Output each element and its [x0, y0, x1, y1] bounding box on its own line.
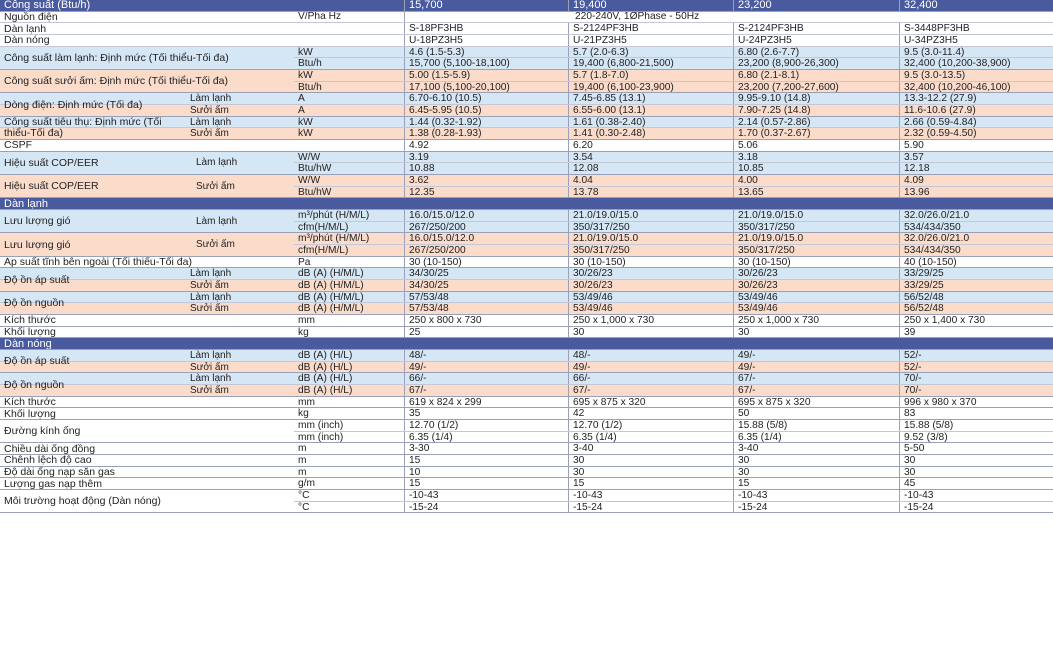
general-sub-3-0: Làm lạnh [190, 116, 232, 128]
general-label-5: Hiệu suất COP/EER [0, 152, 186, 174]
power-value-text: 220-240V, 1ØPhase - 50Hz [575, 11, 700, 23]
outdoor-section-title: Dàn nóng [4, 338, 52, 350]
indoor-2-0-value-2: 30 (10-150) [568, 257, 733, 268]
outdoor-3-0-value-3: 50 [733, 408, 899, 419]
indoor-4-0-value-1: 57/53/48 [404, 292, 568, 303]
indoor-unit-3-1: dB (A) (H/M/L) [298, 280, 364, 291]
outdoor-0-1-value-1: 49/- [404, 362, 568, 373]
general-label-3: Công suất tiêu thụ: Định mức (Tối thiểu-Tối đa) [4, 116, 162, 139]
indoor-model-value-1: S-18PF3HB [404, 23, 568, 34]
outdoor-4-0-value-3: 15.88 (5/8) [733, 420, 899, 431]
indoor-4-0-value-3: 53/49/46 [733, 292, 899, 303]
indoor-sub-3-1: Sưởi ấm [190, 280, 229, 291]
outdoor-unit-9-1: °C [298, 501, 310, 513]
outdoor-label-7: Độ dài ống nạp sẵn gas [0, 467, 294, 478]
general-0-1-value-4: 32,400 (10,200-38,900) [899, 58, 1053, 69]
outdoor-6-0-value-3: 30 [733, 455, 899, 466]
capacity-header-4: 32,400 [899, 0, 1053, 11]
outdoor-4-0-value-4: 15.88 (5/8) [899, 420, 1053, 431]
general-tag-6: Sưởi ấm [186, 175, 294, 197]
general-2-0-value-4: 13.3-12.2 (27.9) [899, 93, 1053, 104]
outdoor-6-0-value-1: 15 [404, 455, 568, 466]
general-tag-5: Làm lạnh [186, 152, 294, 174]
outdoor-5-0-value-3: 3-40 [733, 443, 899, 454]
indoor-unit-3-0: dB (A) (H/M/L) [298, 268, 364, 280]
indoor-3-0-value-3: 30/26/23 [733, 268, 899, 279]
indoor-label-5: Kích thước [0, 315, 294, 326]
outdoor-0-0-value-1: 48/- [404, 350, 568, 361]
outdoor-7-0-value-2: 30 [568, 467, 733, 478]
outdoor-model-row [0, 35, 1053, 47]
outdoor-unit-3-0: kg [298, 408, 309, 420]
indoor-0-1-value-4: 534/434/350 [899, 222, 1053, 233]
general-3-0-value-1: 1.44 (0.32-1.92) [404, 117, 568, 128]
indoor-label-4: Độ ồn nguồn [4, 296, 65, 309]
outdoor-label-4: Đường kính ống [0, 420, 294, 442]
general-unit-0-1: Btu/h [298, 58, 322, 69]
general-unit-2-1: A [298, 105, 305, 116]
indoor-0-1-value-3: 350/317/250 [733, 222, 899, 233]
outdoor-model-value-2: U-21PZ3H5 [568, 35, 733, 46]
general-3-0-value-3: 2.14 (0.57-2.86) [733, 117, 899, 128]
general-2-0-value-1: 6.70-6.10 (10.5) [404, 93, 568, 104]
indoor-1-1-value-1: 267/250/200 [404, 245, 568, 256]
outdoor-7-0-value-4: 30 [899, 467, 1053, 478]
indoor-4-1-value-4: 56/52/48 [899, 303, 1053, 314]
indoor-3-0-value-2: 30/26/23 [568, 268, 733, 279]
general-1-0-value-1: 5.00 (1.5-5.9) [404, 70, 568, 81]
indoor-6-0-value-3: 30 [733, 327, 899, 338]
general-3-1-value-4: 2.32 (0.59-4.50) [899, 128, 1053, 139]
outdoor-3-0-value-1: 35 [404, 408, 568, 419]
indoor-unit-2-0: Pa [298, 256, 311, 268]
general-5-1-value-3: 10.85 [733, 163, 899, 174]
general-3-1-value-3: 1.70 (0.37-2.67) [733, 128, 899, 139]
general-0-0-value-1: 4.6 (1.5-5.3) [404, 47, 568, 58]
outdoor-2-0-value-3: 695 x 875 x 320 [733, 397, 899, 408]
outdoor-1-0-value-4: 70/- [899, 373, 1053, 384]
general-0-0-value-4: 9.5 (3.0-11.4) [899, 47, 1053, 58]
outdoor-4-1-value-1: 6.35 (1/4) [404, 432, 568, 443]
indoor-3-1-value-2: 30/26/23 [568, 280, 733, 291]
indoor-unit-4-0: dB (A) (H/M/L) [298, 291, 364, 303]
outdoor-0-1-value-2: 49/- [568, 362, 733, 373]
indoor-tag-1: Sưởi ấm [186, 233, 294, 255]
general-unit-3-0: kW [298, 116, 313, 128]
general-6-1-value-3: 13.65 [733, 187, 899, 198]
general-1-1-value-2: 19,400 (6,100-23,900) [568, 82, 733, 93]
outdoor-sub-1-0: Làm lạnh [190, 373, 232, 385]
general-0-1-value-2: 19,400 (6,800-21,500) [568, 58, 733, 69]
general-6-0-value-4: 4.09 [899, 175, 1053, 186]
capacity-header-label: Công suất (Btu/h) [4, 0, 91, 11]
outdoor-9-1-value-3: -15-24 [733, 502, 899, 513]
general-unit-1-0: kW [298, 70, 313, 81]
general-label-6: Hiệu suất COP/EER [0, 175, 186, 197]
general-sub-2-0: Làm lạnh [190, 93, 232, 105]
outdoor-6-0-value-4: 30 [899, 455, 1053, 466]
indoor-sub-4-0: Làm lạnh [190, 291, 232, 303]
outdoor-sub-0-1: Sưởi ấm [190, 361, 229, 373]
outdoor-0-1-value-4: 52/- [899, 362, 1053, 373]
general-5-0-value-3: 3.18 [733, 152, 899, 163]
general-label-2: Dòng điện: Định mức (Tối đa) [4, 98, 143, 111]
outdoor-0-1-value-3: 49/- [733, 362, 899, 373]
outdoor-unit-9-0: °C [298, 490, 310, 501]
general-6-1-value-1: 12.35 [404, 187, 568, 198]
general-unit-2-0: A [298, 93, 305, 105]
outdoor-4-0-value-2: 12.70 (1/2) [568, 420, 733, 431]
indoor-3-1-value-3: 30/26/23 [733, 280, 899, 291]
outdoor-1-0-value-2: 66/- [568, 373, 733, 384]
outdoor-1-0-value-3: 67/- [733, 373, 899, 384]
outdoor-label-0: Độ ồn áp suất [4, 355, 70, 368]
outdoor-unit-5-0: m [298, 443, 307, 455]
indoor-2-0-value-4: 40 (10-150) [899, 257, 1053, 268]
general-unit-6-0: W/W [298, 175, 321, 186]
general-5-1-value-2: 12.08 [568, 163, 733, 174]
outdoor-0-0-value-2: 48/- [568, 350, 733, 361]
indoor-0-0-value-3: 21.0/19.0/15.0 [733, 210, 899, 221]
indoor-unit-5-0: mm [298, 315, 315, 326]
general-2-0-value-3: 9.95-9.10 (14.8) [733, 93, 899, 104]
outdoor-label-9: Môi trường hoạt động (Dàn nóng) [0, 490, 294, 512]
general-1-1-value-4: 32,400 (10,200-46,100) [899, 82, 1053, 93]
outdoor-9-1-value-4: -15-24 [899, 502, 1053, 513]
outdoor-model-value-3: U-24PZ3H5 [733, 35, 899, 46]
general-4-0-value-4: 5.90 [899, 140, 1053, 151]
indoor-4-1-value-1: 57/53/48 [404, 303, 568, 314]
outdoor-2-0-value-1: 619 x 824 x 299 [404, 397, 568, 408]
indoor-4-1-value-3: 53/49/46 [733, 303, 899, 314]
general-1-0-value-3: 6.80 (2.1-8.1) [733, 70, 899, 81]
outdoor-9-0-value-1: -10-43 [404, 490, 568, 501]
indoor-tag-0: Làm lạnh [186, 210, 294, 232]
indoor-0-1-value-2: 350/317/250 [568, 222, 733, 233]
indoor-model-value-4: S-3448PF3HB [899, 23, 1053, 34]
indoor-0-0-value-4: 32.0/26.0/21.0 [899, 210, 1053, 221]
general-sub-2-1: Sưởi ấm [190, 105, 229, 116]
indoor-unit-0-0: m³/phút (H/M/L) [298, 210, 370, 221]
outdoor-unit-1-0: dB (A) (H/L) [298, 373, 353, 385]
general-unit-5-0: W/W [298, 151, 321, 163]
outdoor-sub-1-1: Sưởi ấm [190, 385, 229, 396]
general-1-0-value-4: 9.5 (3.0-13.5) [899, 70, 1053, 81]
outdoor-5-0-value-4: 5-50 [899, 443, 1053, 454]
general-1-1-value-1: 17,100 (5,100-20,100) [404, 82, 568, 93]
general-5-1-value-1: 10.88 [404, 163, 568, 174]
indoor-6-0-value-2: 30 [568, 327, 733, 338]
general-label-1: Công suất sưởi ấm: Định mức (Tối thiểu-Tối đa) [0, 70, 294, 92]
power-unit: V/Pha Hz [298, 11, 342, 23]
capacity-header-3: 23,200 [733, 0, 899, 11]
outdoor-unit-7-0: m [298, 466, 307, 478]
general-6-1-value-4: 13.96 [899, 187, 1053, 198]
general-5-0-value-1: 3.19 [404, 152, 568, 163]
outdoor-1-1-value-2: 67/- [568, 385, 733, 396]
outdoor-3-0-value-4: 83 [899, 408, 1053, 419]
general-2-0-value-2: 7.45-6.85 (13.1) [568, 93, 733, 104]
indoor-3-0-value-1: 34/30/25 [404, 268, 568, 279]
general-label-4: CSPF [0, 140, 294, 151]
outdoor-model-value-4: U-34PZ3H5 [899, 35, 1053, 46]
indoor-1-0-value-1: 16.0/15.0/12.0 [404, 233, 568, 244]
indoor-label-3: Độ ồn áp suất [4, 273, 70, 286]
general-3-1-value-1: 1.38 (0.28-1.93) [404, 128, 568, 139]
indoor-5-0-value-2: 250 x 1,000 x 730 [568, 315, 733, 326]
outdoor-label-5: Chiều dài ống đồng [0, 443, 294, 454]
outdoor-9-1-value-1: -15-24 [404, 502, 568, 513]
indoor-6-0-value-1: 25 [404, 327, 568, 338]
indoor-1-0-value-2: 21.0/19.0/15.0 [568, 233, 733, 244]
general-label-0: Công suất làm lạnh: Định mức (Tối thiểu-Tối đa) [0, 47, 294, 69]
general-1-0-value-2: 5.7 (1.8-7.0) [568, 70, 733, 81]
outdoor-9-0-value-2: -10-43 [568, 490, 733, 501]
general-6-0-value-3: 4.00 [733, 175, 899, 186]
general-6-0-value-2: 4.04 [568, 175, 733, 186]
power-label: Nguồn điện [4, 11, 58, 23]
general-0-1-value-3: 23,200 (8,900-26,300) [733, 58, 899, 69]
indoor-0-0-value-2: 21.0/19.0/15.0 [568, 210, 733, 221]
outdoor-unit-2-0: mm [298, 396, 315, 408]
general-4-0-value-2: 6.20 [568, 140, 733, 151]
general-1-1-value-3: 23,200 (7,200-27,600) [733, 82, 899, 93]
outdoor-unit-4-0: mm (inch) [298, 420, 344, 431]
general-2-1-value-1: 6.45-5.95 (10.5) [404, 105, 568, 116]
outdoor-4-1-value-3: 6.35 (1/4) [733, 432, 899, 443]
outdoor-model-value-1: U-18PZ3H5 [404, 35, 568, 46]
outdoor-8-0-value-2: 15 [568, 478, 733, 489]
indoor-5-0-value-4: 250 x 1,400 x 730 [899, 315, 1053, 326]
outdoor-unit-0-1: dB (A) (H/L) [298, 361, 353, 373]
outdoor-5-0-value-1: 3-30 [404, 443, 568, 454]
indoor-1-1-value-2: 350/317/250 [568, 245, 733, 256]
general-3-0-value-2: 1.61 (0.38-2.40) [568, 117, 733, 128]
outdoor-6-0-value-2: 30 [568, 455, 733, 466]
general-3-0-value-4: 2.66 (0.59-4.84) [899, 117, 1053, 128]
outdoor-model-label: Dàn nóng [4, 35, 50, 46]
indoor-unit-1-0: m³/phút (H/M/L) [298, 233, 370, 245]
outdoor-8-0-value-3: 15 [733, 478, 899, 489]
outdoor-1-1-value-4: 70/- [899, 385, 1053, 396]
outdoor-1-0-value-1: 66/- [404, 373, 568, 384]
indoor-6-0-value-4: 39 [899, 327, 1053, 338]
general-5-1-value-4: 12.18 [899, 163, 1053, 174]
outdoor-label-3: Khối lượng [0, 408, 294, 419]
outdoor-4-1-value-4: 9.52 (3/8) [899, 432, 1053, 443]
outdoor-label-8: Lượng gas nạp thêm [0, 478, 294, 489]
indoor-label-1: Lưu lượng gió [0, 233, 186, 255]
outdoor-label-2: Kích thước [0, 397, 294, 408]
capacity-header-2: 19,400 [568, 0, 733, 11]
indoor-unit-1-1: cfm(H/M/L) [298, 245, 349, 256]
outdoor-5-0-value-2: 3-40 [568, 443, 733, 454]
indoor-1-1-value-3: 350/317/250 [733, 245, 899, 256]
outdoor-sub-0-0: Làm lạnh [190, 350, 232, 361]
indoor-3-1-value-4: 33/29/25 [899, 280, 1053, 291]
indoor-5-0-value-3: 250 x 1,000 x 730 [733, 315, 899, 326]
indoor-sub-3-0: Làm lạnh [190, 268, 232, 280]
outdoor-unit-0-0: dB (A) (H/L) [298, 350, 353, 361]
general-sub-3-1: Sưởi ấm [190, 128, 229, 140]
indoor-3-1-value-1: 34/30/25 [404, 280, 568, 291]
indoor-model-row [0, 23, 1053, 35]
indoor-1-1-value-4: 534/434/350 [899, 245, 1053, 256]
indoor-2-0-value-1: 30 (10-150) [404, 257, 568, 268]
indoor-label-2: Áp suất tĩnh bên ngoài (Tối thiểu-Tối đa) [0, 257, 294, 268]
indoor-label-6: Khối lượng [0, 327, 294, 338]
general-unit-1-1: Btu/h [298, 81, 322, 93]
outdoor-4-0-value-1: 12.70 (1/2) [404, 420, 568, 431]
capacity-header-1: 15,700 [404, 0, 568, 11]
outdoor-section-header [0, 338, 1053, 350]
indoor-4-0-value-4: 56/52/48 [899, 292, 1053, 303]
general-5-0-value-4: 3.57 [899, 152, 1053, 163]
outdoor-unit-6-0: m [298, 455, 307, 466]
indoor-4-0-value-2: 53/49/46 [568, 292, 733, 303]
indoor-1-0-value-3: 21.0/19.0/15.0 [733, 233, 899, 244]
outdoor-unit-8-0: g/m [298, 478, 315, 490]
general-2-1-value-3: 7.90-7.25 (14.8) [733, 105, 899, 116]
indoor-section-title: Dàn lạnh [4, 198, 49, 210]
power-row [0, 12, 1053, 24]
outdoor-8-0-value-1: 15 [404, 478, 568, 489]
general-5-0-value-2: 3.54 [568, 152, 733, 163]
outdoor-9-0-value-3: -10-43 [733, 490, 899, 501]
general-4-0-value-3: 5.06 [733, 140, 899, 151]
outdoor-unit-4-1: mm (inch) [298, 431, 344, 443]
general-0-0-value-2: 5.7 (2.0-6.3) [568, 47, 733, 58]
general-3-1-value-2: 1.41 (0.30-2.48) [568, 128, 733, 139]
power-value [404, 12, 1053, 23]
outdoor-1-1-value-1: 67/- [404, 385, 568, 396]
outdoor-7-0-value-3: 30 [733, 467, 899, 478]
outdoor-0-0-value-3: 49/- [733, 350, 899, 361]
header-row [0, 0, 1053, 12]
indoor-unit-4-1: dB (A) (H/M/L) [298, 303, 364, 315]
general-2-1-value-2: 6.55-6.00 (13.1) [568, 105, 733, 116]
outdoor-label-6: Chênh lệch độ cao [0, 455, 294, 466]
indoor-unit-0-1: cfm(H/M/L) [298, 221, 349, 233]
general-6-1-value-2: 13.78 [568, 187, 733, 198]
general-unit-3-1: kW [298, 128, 313, 140]
outdoor-9-1-value-2: -15-24 [568, 502, 733, 513]
indoor-0-0-value-1: 16.0/15.0/12.0 [404, 210, 568, 221]
outdoor-2-0-value-4: 996 x 980 x 370 [899, 397, 1053, 408]
indoor-5-0-value-1: 250 x 800 x 730 [404, 315, 568, 326]
outdoor-0-0-value-4: 52/- [899, 350, 1053, 361]
indoor-2-0-value-3: 30 (10-150) [733, 257, 899, 268]
indoor-model-value-2: S-2124PF3HB [568, 23, 733, 34]
outdoor-7-0-value-1: 10 [404, 467, 568, 478]
general-0-1-value-1: 15,700 (5,100-18,100) [404, 58, 568, 69]
indoor-4-1-value-2: 53/49/46 [568, 303, 733, 314]
general-unit-4-0 [294, 140, 404, 151]
general-4-0-value-1: 4.92 [404, 140, 568, 151]
indoor-3-0-value-4: 33/29/25 [899, 268, 1053, 279]
indoor-sub-4-1: Sưởi ấm [190, 303, 229, 315]
general-unit-5-1: Btu/hW [298, 163, 332, 175]
outdoor-2-0-value-2: 695 x 875 x 320 [568, 397, 733, 408]
general-6-0-value-1: 3.62 [404, 175, 568, 186]
general-2-1-value-4: 11.6-10.6 (27.9) [899, 105, 1053, 116]
general-unit-0-0: kW [298, 46, 313, 58]
indoor-model-value-3: S-2124PF3HB [733, 23, 899, 34]
indoor-section-header [0, 198, 1053, 210]
general-unit-6-1: Btu/hW [298, 186, 332, 198]
outdoor-1-1-value-3: 67/- [733, 385, 899, 396]
outdoor-label-1: Độ ồn nguồn [4, 378, 65, 391]
outdoor-8-0-value-4: 45 [899, 478, 1053, 489]
outdoor-3-0-value-2: 42 [568, 408, 733, 419]
outdoor-unit-1-1: dB (A) (H/L) [298, 385, 353, 396]
outdoor-9-0-value-4: -10-43 [899, 490, 1053, 501]
indoor-model-label: Dàn lạnh [4, 23, 47, 34]
general-0-0-value-3: 6.80 (2.6-7.7) [733, 47, 899, 58]
indoor-1-0-value-4: 32.0/26.0/21.0 [899, 233, 1053, 244]
outdoor-4-1-value-2: 6.35 (1/4) [568, 432, 733, 443]
indoor-0-1-value-1: 267/250/200 [404, 222, 568, 233]
indoor-unit-6-0: kg [298, 326, 309, 338]
indoor-label-0: Lưu lượng gió [0, 210, 186, 232]
